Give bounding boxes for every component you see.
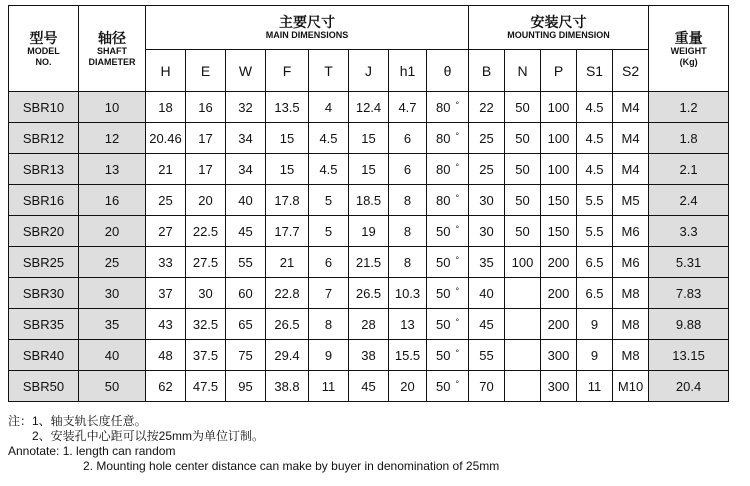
cell-model: SBR16	[9, 185, 79, 216]
table-row	[9, 340, 729, 371]
cell-n: 100	[505, 247, 541, 278]
note-en-1: Annotate: 1. length can random	[8, 444, 176, 458]
cell-t: 11	[309, 371, 349, 402]
cell-h1: 10.3	[389, 278, 427, 309]
cell-j: 26.5	[349, 278, 389, 309]
theta-value: 50	[435, 347, 451, 363]
cell-theta	[427, 247, 469, 278]
cell-f: 15	[266, 123, 309, 154]
cell-shaft: 30	[79, 278, 146, 309]
cell-p: 200	[541, 247, 577, 278]
cell-t: 9	[309, 340, 349, 371]
cell-s1: 9	[577, 309, 613, 340]
cell-b: 40	[469, 278, 505, 309]
cell-s2: M4	[613, 92, 649, 123]
cell-f: 22.8	[266, 278, 309, 309]
cell-h: 48	[146, 340, 186, 371]
cell-weight: 9.88	[649, 309, 729, 340]
table-row	[9, 154, 729, 185]
cell-weight: 5.31	[649, 247, 729, 278]
cell-s1: 4.5	[577, 92, 613, 123]
cell-p: 300	[541, 371, 577, 402]
cell-h: 27	[146, 216, 186, 247]
cell-h1: 8	[389, 185, 427, 216]
cell-model: SBR25	[9, 247, 79, 278]
cell-f: 38.8	[266, 371, 309, 402]
cell-n	[505, 340, 541, 371]
cell-h1: 20	[389, 371, 427, 402]
table-row	[9, 185, 729, 216]
table-row	[9, 309, 729, 340]
degree-symbol: °	[455, 192, 460, 203]
cell-theta	[427, 154, 469, 185]
cell-f: 21	[266, 247, 309, 278]
cell-s1: 9	[577, 340, 613, 371]
theta-value: 80	[435, 192, 451, 208]
cell-j: 21.5	[349, 247, 389, 278]
cell-n: 50	[505, 123, 541, 154]
cell-e: 17	[186, 123, 226, 154]
col-header-j: J	[349, 50, 389, 92]
cell-t: 5	[309, 185, 349, 216]
degree-symbol: °	[455, 161, 460, 172]
cell-b: 30	[469, 185, 505, 216]
cell-t: 7	[309, 278, 349, 309]
table-row	[9, 278, 729, 309]
cell-w: 34	[226, 123, 266, 154]
cell-s1: 5.5	[577, 185, 613, 216]
cell-shaft: 20	[79, 216, 146, 247]
header-mounting-dimension: 安装尺寸 MOUNTING DIMENSION	[469, 6, 649, 50]
cell-w: 60	[226, 278, 266, 309]
table-body	[9, 92, 729, 402]
cell-j: 45	[349, 371, 389, 402]
cell-s2: M5	[613, 185, 649, 216]
cell-w: 32	[226, 92, 266, 123]
cell-s2: M4	[613, 154, 649, 185]
theta-value: 50	[435, 285, 451, 301]
cell-f: 17.8	[266, 185, 309, 216]
cell-w: 55	[226, 247, 266, 278]
cell-f: 17.7	[266, 216, 309, 247]
cell-h: 62	[146, 371, 186, 402]
cell-s2: M8	[613, 340, 649, 371]
header-main-dimensions: 主要尺寸 MAIN DIMENSIONS	[146, 6, 469, 50]
header-model: 型号 MODEL NO.	[9, 6, 79, 92]
cell-w: 40	[226, 185, 266, 216]
cell-h: 33	[146, 247, 186, 278]
cell-h: 18	[146, 92, 186, 123]
cell-shaft: 13	[79, 154, 146, 185]
cell-model: SBR35	[9, 309, 79, 340]
cell-h1: 8	[389, 216, 427, 247]
table-row	[9, 123, 729, 154]
col-header-e: E	[186, 50, 226, 92]
cell-f: 13.5	[266, 92, 309, 123]
theta-value: 50	[435, 223, 451, 239]
cell-n	[505, 371, 541, 402]
cell-e: 30	[186, 278, 226, 309]
cell-s1: 6.5	[577, 247, 613, 278]
cell-shaft: 10	[79, 92, 146, 123]
cell-e: 27.5	[186, 247, 226, 278]
cell-shaft: 25	[79, 247, 146, 278]
col-header-h: H	[146, 50, 186, 92]
theta-value: 50	[435, 378, 451, 394]
cell-n: 50	[505, 216, 541, 247]
cell-h: 25	[146, 185, 186, 216]
cell-j: 19	[349, 216, 389, 247]
cell-theta	[427, 340, 469, 371]
cell-shaft: 35	[79, 309, 146, 340]
cell-t: 4	[309, 92, 349, 123]
cell-weight: 1.2	[649, 92, 729, 123]
col-header-s2: S2	[613, 50, 649, 92]
col-header-p: P	[541, 50, 577, 92]
cell-model: SBR20	[9, 216, 79, 247]
cell-f: 15	[266, 154, 309, 185]
theta-value: 50	[435, 316, 451, 332]
col-header-n: N	[505, 50, 541, 92]
cell-e: 47.5	[186, 371, 226, 402]
cell-j: 15	[349, 154, 389, 185]
cell-model: SBR50	[9, 371, 79, 402]
cell-t: 4.5	[309, 154, 349, 185]
cell-weight: 1.8	[649, 123, 729, 154]
cell-theta	[427, 185, 469, 216]
degree-symbol: °	[455, 285, 460, 296]
cell-s2: M8	[613, 278, 649, 309]
cell-b: 25	[469, 123, 505, 154]
cell-model: SBR12	[9, 123, 79, 154]
cell-j: 15	[349, 123, 389, 154]
col-header-theta: θ	[427, 50, 469, 92]
cell-p: 100	[541, 154, 577, 185]
cell-n: 50	[505, 154, 541, 185]
cell-h1: 13	[389, 309, 427, 340]
header-shaft-diameter: 轴径 SHAFT DIAMETER	[79, 6, 146, 92]
cell-b: 45	[469, 309, 505, 340]
cell-b: 22	[469, 92, 505, 123]
cell-w: 65	[226, 309, 266, 340]
cell-s2: M8	[613, 309, 649, 340]
cell-s2: M6	[613, 247, 649, 278]
cell-weight: 13.15	[649, 340, 729, 371]
degree-symbol: °	[455, 99, 460, 110]
cell-j: 28	[349, 309, 389, 340]
cell-n	[505, 309, 541, 340]
table-row	[9, 371, 729, 402]
cell-w: 45	[226, 216, 266, 247]
cell-s1: 5.5	[577, 216, 613, 247]
cell-s1: 4.5	[577, 123, 613, 154]
cell-h1: 15.5	[389, 340, 427, 371]
cell-n: 50	[505, 185, 541, 216]
cell-h: 43	[146, 309, 186, 340]
theta-value: 50	[435, 254, 451, 270]
cell-e: 17	[186, 154, 226, 185]
cell-shaft: 16	[79, 185, 146, 216]
cell-p: 200	[541, 278, 577, 309]
annotation-notes	[8, 414, 738, 474]
theta-value: 80	[435, 99, 451, 115]
cell-h: 20.46	[146, 123, 186, 154]
degree-symbol: °	[455, 130, 460, 141]
cell-s2: M4	[613, 123, 649, 154]
cell-e: 32.5	[186, 309, 226, 340]
col-header-s1: S1	[577, 50, 613, 92]
note-en-2: 2. Mounting hole center distance can make by buyer in denomination of 25mm	[83, 459, 500, 473]
theta-value: 80	[435, 130, 451, 146]
cell-f: 29.4	[266, 340, 309, 371]
cell-h: 37	[146, 278, 186, 309]
cell-e: 22.5	[186, 216, 226, 247]
theta-value: 80	[435, 161, 451, 177]
cell-t: 6	[309, 247, 349, 278]
cell-h1: 6	[389, 123, 427, 154]
cell-model: SBR40	[9, 340, 79, 371]
cell-n	[505, 278, 541, 309]
cell-w: 34	[226, 154, 266, 185]
cell-w: 95	[226, 371, 266, 402]
cell-model: SBR13	[9, 154, 79, 185]
cell-e: 37.5	[186, 340, 226, 371]
cell-f: 26.5	[266, 309, 309, 340]
cell-shaft: 12	[79, 123, 146, 154]
col-header-w: W	[226, 50, 266, 92]
cell-t: 5	[309, 216, 349, 247]
cell-s1: 4.5	[577, 154, 613, 185]
cell-t: 4.5	[309, 123, 349, 154]
cell-n: 50	[505, 92, 541, 123]
cell-p: 150	[541, 216, 577, 247]
cell-t: 8	[309, 309, 349, 340]
col-header-f: F	[266, 50, 309, 92]
cell-weight: 2.4	[649, 185, 729, 216]
cell-p: 100	[541, 92, 577, 123]
col-header-h1: h1	[389, 50, 427, 92]
cell-h1: 6	[389, 154, 427, 185]
cell-weight: 20.4	[649, 371, 729, 402]
cell-theta	[427, 92, 469, 123]
cell-theta	[427, 309, 469, 340]
cell-weight: 3.3	[649, 216, 729, 247]
degree-symbol: °	[455, 254, 460, 265]
cell-weight: 2.1	[649, 154, 729, 185]
cell-b: 55	[469, 340, 505, 371]
cell-w: 75	[226, 340, 266, 371]
cell-s1: 11	[577, 371, 613, 402]
cell-b: 30	[469, 216, 505, 247]
cell-b: 25	[469, 154, 505, 185]
table-row	[9, 92, 729, 123]
cell-model: SBR30	[9, 278, 79, 309]
cell-j: 38	[349, 340, 389, 371]
cell-b: 35	[469, 247, 505, 278]
cell-j: 18.5	[349, 185, 389, 216]
cell-p: 150	[541, 185, 577, 216]
cell-theta	[427, 123, 469, 154]
col-header-b: B	[469, 50, 505, 92]
cell-model: SBR10	[9, 92, 79, 123]
header-weight: 重量 WEIGHT (Kg)	[649, 6, 729, 92]
cell-h1: 8	[389, 247, 427, 278]
cell-shaft: 40	[79, 340, 146, 371]
spec-table	[8, 5, 729, 402]
degree-symbol: °	[455, 316, 460, 327]
cell-theta	[427, 216, 469, 247]
cell-j: 12.4	[349, 92, 389, 123]
cell-theta	[427, 371, 469, 402]
table-row	[9, 216, 729, 247]
cell-p: 100	[541, 123, 577, 154]
degree-symbol: °	[455, 378, 460, 389]
degree-symbol: °	[455, 223, 460, 234]
cell-shaft: 50	[79, 371, 146, 402]
cell-s2: M6	[613, 216, 649, 247]
cell-b: 70	[469, 371, 505, 402]
cell-s2: M10	[613, 371, 649, 402]
note-cn-2: 2、安装孔中心距可以按25mm为单位订制。	[32, 429, 265, 443]
degree-symbol: °	[455, 347, 460, 358]
cell-theta	[427, 278, 469, 309]
cell-h: 21	[146, 154, 186, 185]
cell-p: 300	[541, 340, 577, 371]
cell-h1: 4.7	[389, 92, 427, 123]
note-cn-1: 注：1、轴支轨长度任意。	[8, 414, 147, 428]
cell-p: 200	[541, 309, 577, 340]
cell-e: 16	[186, 92, 226, 123]
table-row	[9, 247, 729, 278]
col-header-t: T	[309, 50, 349, 92]
cell-s1: 6.5	[577, 278, 613, 309]
cell-weight: 7.83	[649, 278, 729, 309]
cell-e: 20	[186, 185, 226, 216]
